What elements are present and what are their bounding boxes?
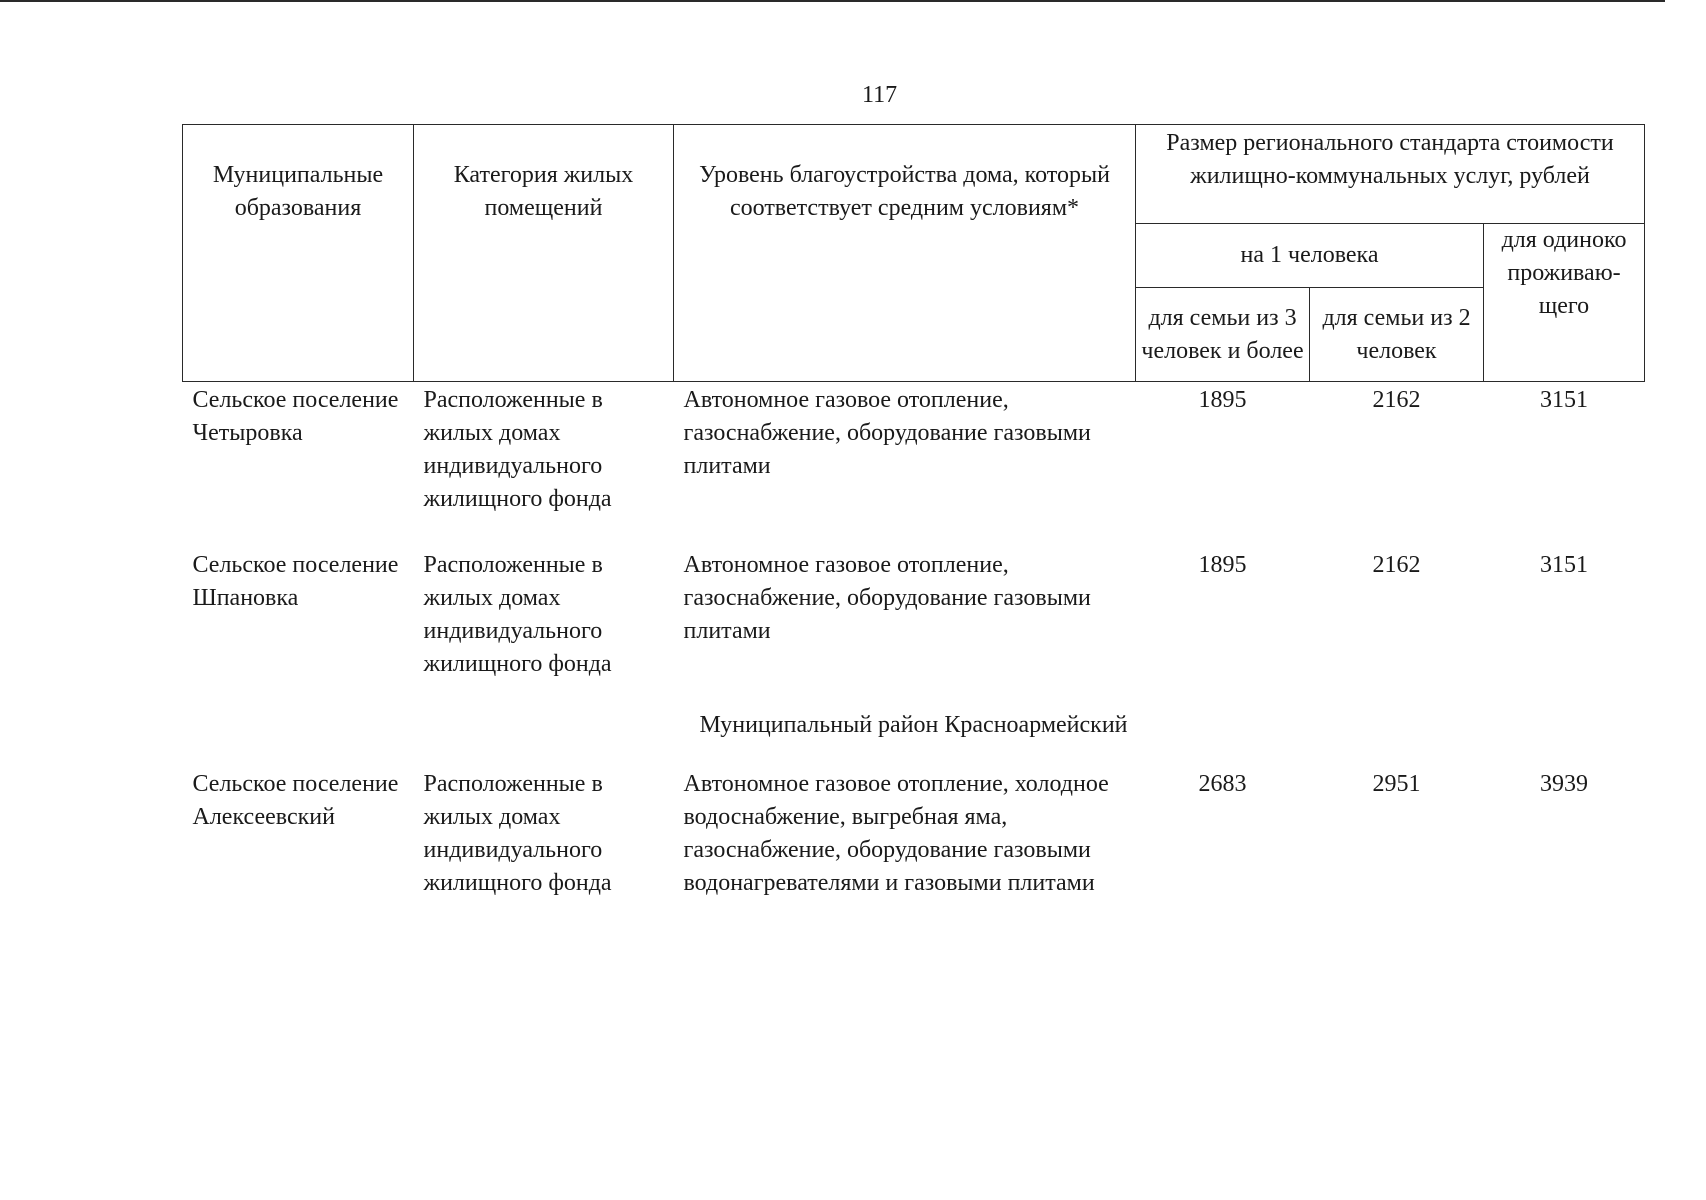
header-category: Категория жилых помещений — [414, 125, 674, 382]
single-value: 3939 — [1540, 771, 1588, 797]
header-per-person: на 1 человека — [1136, 224, 1484, 288]
section-title: Муниципальный район Красноармейский — [699, 712, 1128, 738]
family2-value: 2162 — [1372, 387, 1421, 413]
header-comfort-level: Уровень благоустройства дома, который соответствует средним условиям* — [674, 125, 1136, 382]
header-family-2: для семьи из 2 человек — [1310, 288, 1484, 382]
municipality-cell: Сельское поселение Четыровка — [192, 387, 399, 446]
row-spacer — [183, 516, 1645, 549]
header-family-3: для семьи из 3 человек и более — [1136, 288, 1310, 382]
table-row — [183, 768, 1645, 900]
comfort-cell: Автономное газовое отопление, газоснабжение, оборудование газовыми плитами — [683, 387, 1091, 479]
family3-value: 2683 — [1198, 771, 1247, 797]
municipality-cell: Сельское поселение Алексеевский — [192, 771, 399, 830]
municipality-cell: Сельское поселение Шпановка — [192, 552, 399, 611]
family2-value: 2951 — [1372, 771, 1421, 797]
table-row — [183, 549, 1645, 681]
housing-standard-table — [182, 124, 1645, 900]
family3-value: 1895 — [1198, 387, 1247, 413]
category-cell: Расположенные в жилых домах индивидуального жилищного фонда — [423, 552, 612, 677]
section-row — [183, 681, 1645, 768]
header-standard-size: Размер регионального стандарта стоимости жилищно-коммунальных услуг, рублей — [1136, 125, 1645, 224]
single-value: 3151 — [1540, 387, 1588, 413]
table-row — [183, 382, 1645, 517]
family2-value: 2162 — [1372, 552, 1421, 578]
comfort-cell: Автономное газовое отопление, холодное водоснабжение, выгребная яма, газоснабжение, оборудование газовыми водонагревателями и газовыми плитами — [683, 771, 1109, 896]
top-border-line — [0, 0, 1665, 2]
category-cell: Расположенные в жилых домах индивидуального жилищного фонда — [423, 771, 612, 896]
family3-value: 1895 — [1198, 552, 1247, 578]
single-value: 3151 — [1540, 552, 1588, 578]
header-municipalities: Муниципальные образования — [183, 125, 414, 382]
page-number: 117 — [862, 82, 898, 108]
header-single-resident: для одиноко проживаю-щего — [1484, 224, 1645, 382]
comfort-cell: Автономное газовое отопление, газоснабжение, оборудование газовыми плитами — [683, 552, 1091, 644]
category-cell: Расположенные в жилых домах индивидуального жилищного фонда — [423, 387, 612, 512]
